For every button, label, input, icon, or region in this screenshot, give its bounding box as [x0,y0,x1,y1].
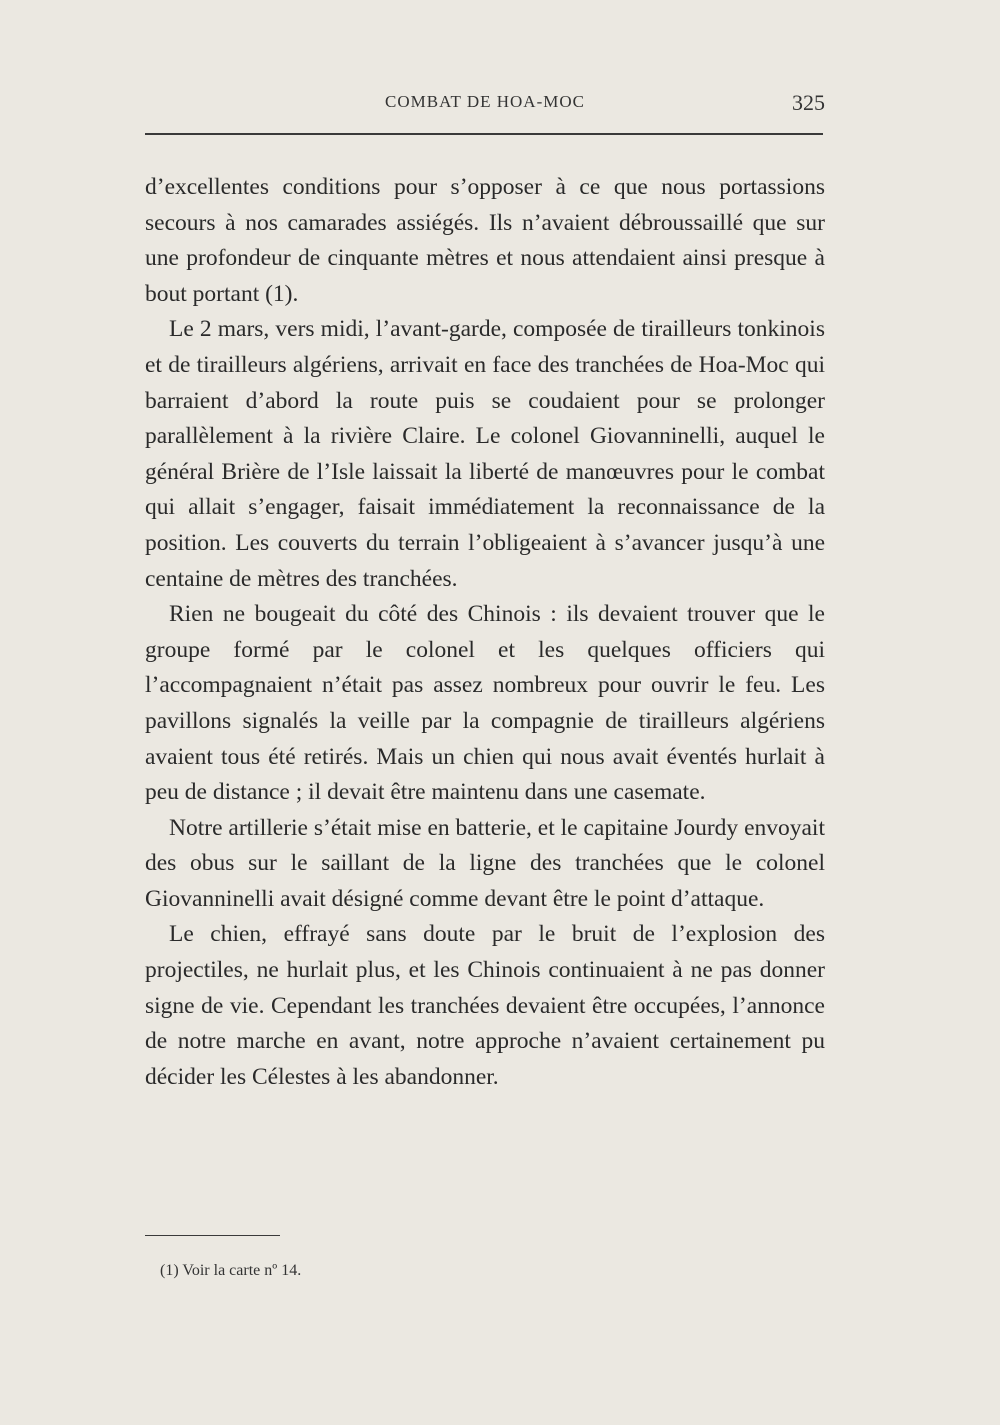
paragraph-1: d’excellentes conditions pour s’opposer à ce que nous portassions secours à nos camarades assiégés. Ils n’avaient débroussaillé que sur une profondeur de cinquante mètres et nous attendaient ainsi presque à bout portant (1). [145,174,825,307]
footnote: (1) Voir la carte nº 14. [160,1262,302,1279]
paragraph-4: Notre artillerie s’était mise en batterie, et le capitaine Jourdy envoyait des obus sur le saillant de la ligne des tranchées que le colonel Giovanninelli avait désigné comme devant être le point d’attaque. [145,814,825,912]
body-text [145,170,825,1095]
running-title: COMBAT DE HOA-MOC [385,92,585,111]
paragraph-5: Le chien, effrayé sans doute par le bruit de l’explosion des projectiles, ne hurlait plus, et les Chinois continuaient à ne pas donner signe de vie. Cependant les tranchées devaient être occupées, l’annonce de notre marche en avant, notre approche n’avaient certainement pu décider les Célestes à les abandonner. [145,921,825,1090]
header-rule [145,133,823,135]
paragraph-2: Le 2 mars, vers midi, l’avant-garde, composée de tirailleurs tonkinois et de tirailleurs algériens, arrivait en face des tranchées de Hoa-Moc qui barraient d’abord la route puis se coudaient pour se prolonger parallèlement à la rivière Claire. Le colonel Giovanninelli, auquel le général Brière de l’Isle laissait la liberté de manœuvres pour le combat qui allait s’engager, faisait immédiatement la reconnaissance de la position. Les couverts du terrain l’obligeaient à s’avancer jusqu’à une centaine de mètres des tranchées. [145,316,825,592]
paragraph-3: Rien ne bougeait du côté des Chinois : ils devaient trouver que le groupe formé par le colonel et les quelques officiers qui l’accompagnaient n’était pas assez nombreux pour ouvrir le feu. Les pavillons signalés la veille par la compagnie de tirailleurs algériens avaient tous été retirés. Mais un chien qui nous avait éventés hurlait à peu de distance ; il devait être maintenu dans une casemate. [145,601,825,806]
footnote-rule [145,1235,280,1236]
page-number: 325 [792,90,825,115]
running-head [145,90,825,120]
